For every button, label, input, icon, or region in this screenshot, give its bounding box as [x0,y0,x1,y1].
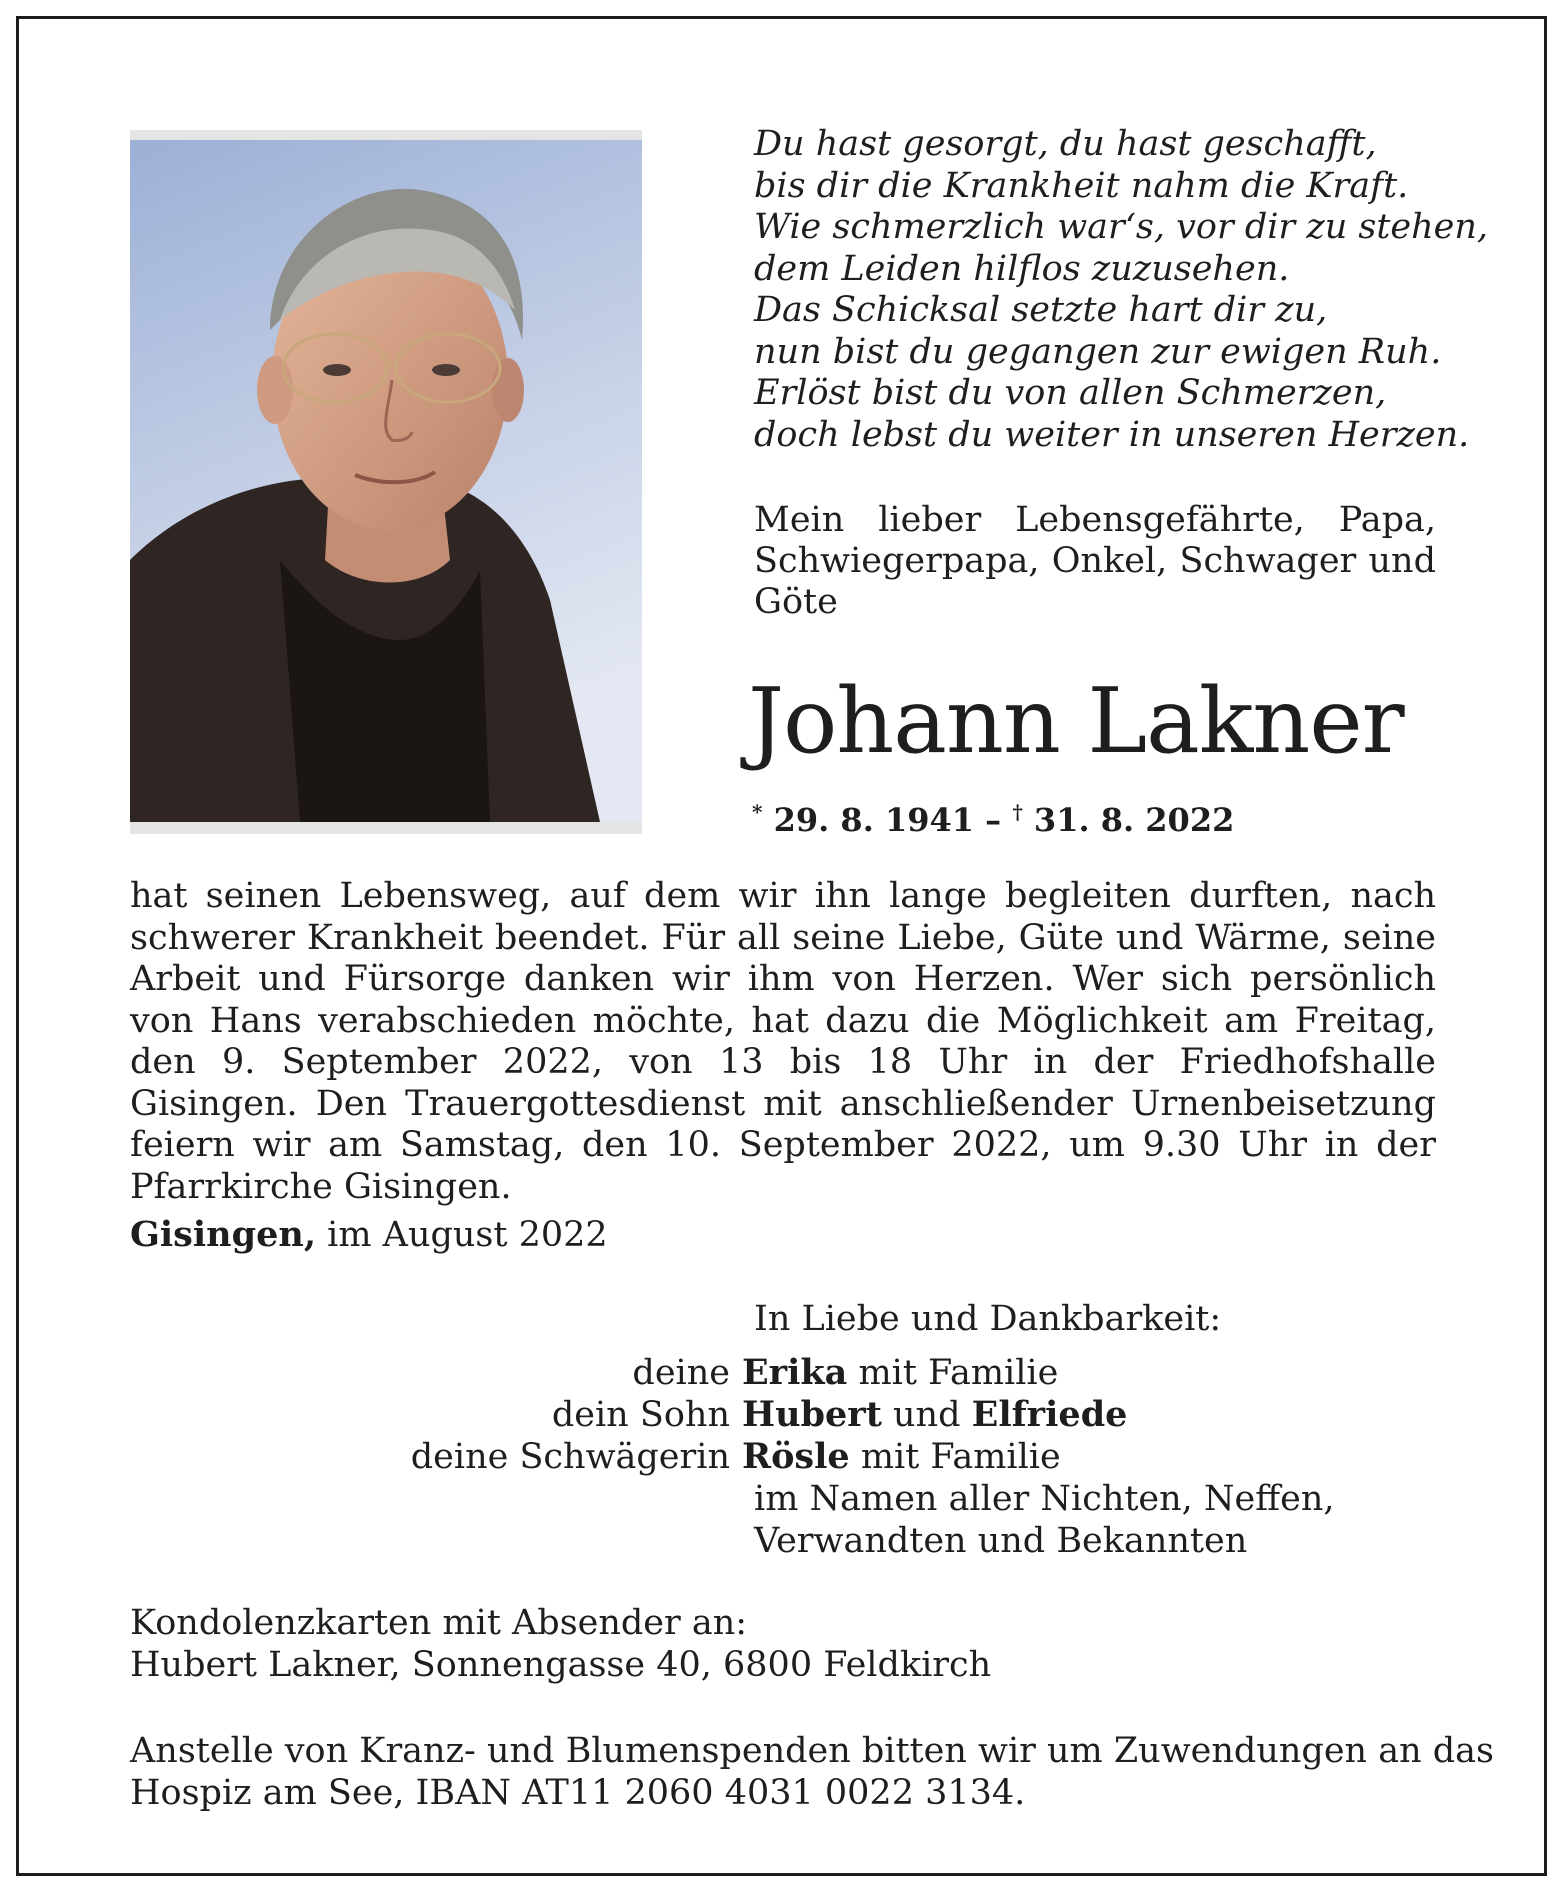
birth-symbol: * [752,800,763,824]
condolence-heading: Kondolenzkarten mit Absender an: [130,1603,748,1643]
donation-line: Hospiz am See, IBAN AT11 2060 4031 0022 3134. [130,1773,1026,1813]
signer-connector: mit Familie [860,1437,1061,1477]
poem-line: Wie schmerzlich war‘s, vor dir zu stehen, [754,207,1489,247]
portrait-illustration [130,140,642,822]
place-date [130,1214,608,1256]
signoff-heading: In Liebe und Dankbarkeit: [754,1299,1222,1339]
poem [754,124,1489,456]
signer-connector: mit Familie [858,1353,1059,1393]
signer-row [330,1394,1470,1436]
condolence-recipient: Hubert Lakner, Sonnengasse 40, 6800 Feldkirch [130,1645,992,1685]
portrait-photo [130,130,642,834]
place: Gisingen, [130,1214,317,1255]
announcement-text: hat seinen Lebensweg, auf dem wir ihn lange begleiten durften, nach schwerer Krankheit beendet. Für all seine Liebe, Güte und Wärme, seine Arbeit und Fürsorge danken wir ihm von Herzen. Wer sich persönlich von Hans verabschieden möchte, hat dazu die Möglichkeit am Freitag, den 9. September 2022, von 13 bis 18 Uhr in der Friedhofshalle Gisingen. Den Trauergottesdienst mit anschließender Urnenbeisetzung feiern wir am Samstag, den 10. September 2022, um 9.30 Uhr in der Pfarrkirche Gisingen. [130,876,1436,1207]
poem-line: Das Schicksal setzte hart dir zu, [754,290,1328,330]
signer-relation: deine Schwägerin [410,1437,730,1477]
poem-line: dem Leiden hilflos zuzusehen. [754,248,1290,289]
life-dates [752,792,1234,840]
death-symbol: † [1012,800,1023,824]
birth-date: 29. 8. 1941 [773,801,975,839]
signer-name: Erika [742,1352,848,1393]
donation-note [130,1730,1494,1814]
intro-text: Mein lieber Lebensgefährte, Papa, Schwiegerpapa, Onkel, Schwager und Göte [754,500,1436,622]
signoff-extra-line: im Namen aller Nichten, Neffen, [754,1479,1335,1519]
signer-relation: deine [632,1353,730,1393]
signer-connector: und [893,1395,961,1435]
condolence-address [130,1602,991,1686]
signer-name-partner: Elfriede [971,1394,1128,1435]
signer-name: Rösle [742,1436,850,1477]
date-line: im August 2022 [327,1215,608,1255]
signer-name: Hubert [742,1394,882,1435]
deceased-name: Johann Lakner [748,669,1404,774]
poem-line: doch lebst du weiter in unseren Herzen. [754,414,1470,455]
signer-relation: dein Sohn [551,1395,730,1435]
poem-line: bis dir die Krankheit nahm die Kraft. [754,165,1409,206]
poem-line: Du hast gesorgt, du hast geschafft, [754,124,1377,164]
date-dash: – [985,801,1002,839]
signer-entry [742,1394,1127,1436]
signer-entry [742,1352,1058,1394]
signoff-list [330,1352,1470,1562]
signoff-extra-line: Verwandten und Bekannten [754,1521,1248,1561]
poem-line: nun bist du gegangen zur ewigen Ruh. [754,331,1442,372]
signer-entry [742,1436,1061,1478]
signer-row [330,1352,1470,1394]
signer-row [330,1436,1470,1478]
poem-line: Erlöst bist du von allen Schmerzen, [754,373,1387,413]
donation-line: Anstelle von Kranz- und Blumenspenden bitten wir um Zuwendungen an das [130,1731,1494,1771]
death-date: 31. 8. 2022 [1033,801,1235,839]
